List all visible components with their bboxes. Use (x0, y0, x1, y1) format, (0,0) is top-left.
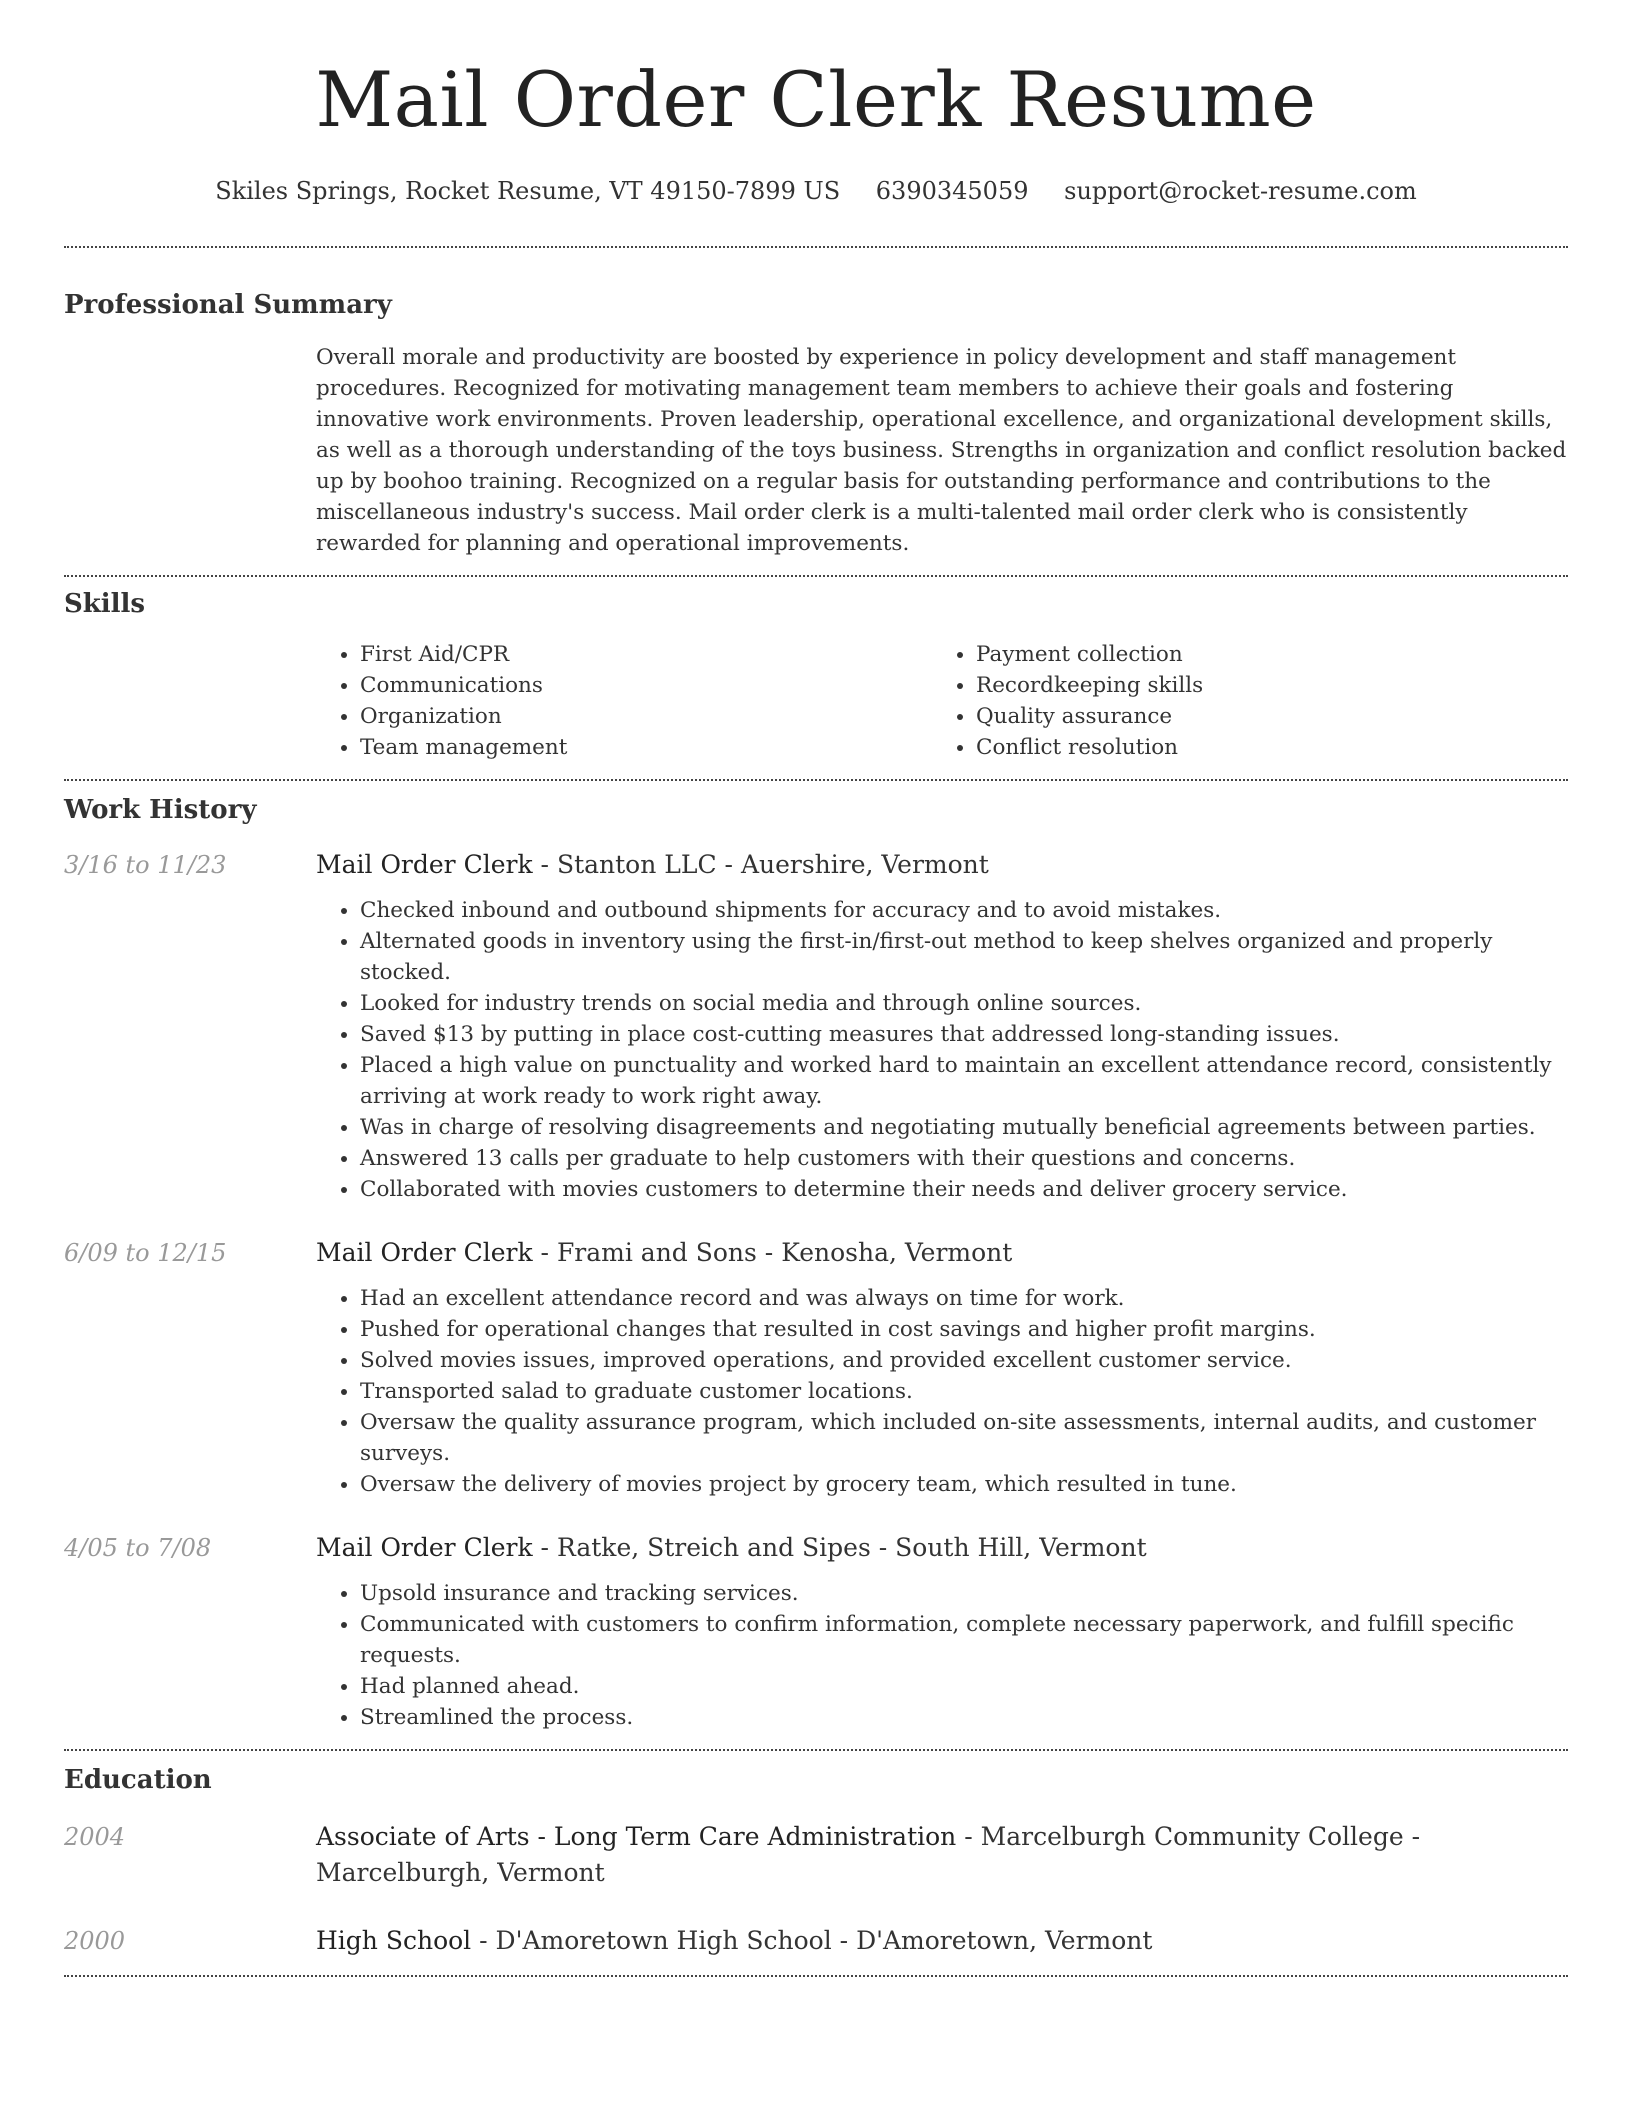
education-school: - D'Amoretown High School - D'Amoretown, Vermont (471, 1926, 1153, 1955)
education-school: - Marcelburgh Community College - Marcelburgh, Vermont (316, 1822, 1421, 1887)
job-dates: 6/09 to 12/15 (64, 1239, 227, 1267)
education-year: 2000 (64, 1927, 126, 1955)
list-item: • Had an excellent attendance record and was always on time for work. (360, 1283, 1568, 1314)
job-bullets (316, 1283, 1568, 1500)
work-history-section (64, 781, 1568, 1733)
education-section (64, 1751, 1568, 1959)
education-heading-line (316, 1819, 1568, 1891)
job-entry (64, 1530, 1568, 1733)
list-item: • Looked for industry trends on social media and through online sources. (360, 988, 1568, 1019)
job-dates: 3/16 to 11/23 (64, 851, 227, 879)
list-item: • Pushed for operational changes that resulted in cost savings and higher profit margins. (360, 1314, 1568, 1345)
job-heading (316, 847, 1568, 883)
skill-item: • Payment collection (976, 639, 1548, 670)
skill-item: • Team management (360, 732, 932, 763)
contact-line (64, 174, 1568, 208)
skill-item: • Organization (360, 701, 932, 732)
job-entry (64, 847, 1568, 1205)
contact-email: support@rocket-resume.com (1064, 177, 1417, 205)
list-item: • Oversaw the delivery of movies project by grocery team, which resulted in tune. (360, 1469, 1568, 1500)
job-dates: 4/05 to 7/08 (64, 1534, 212, 1562)
education-degree: Associate of Arts - Long Term Care Administration (316, 1822, 957, 1851)
list-item: • Checked inbound and outbound shipments for accuracy and to avoid mistakes. (360, 895, 1568, 926)
list-item: • Oversaw the quality assurance program, which included on-site assessments, internal audits, and customer surveys. (360, 1407, 1568, 1469)
skill-item: • Recordkeeping skills (976, 670, 1548, 701)
list-item: • Solved movies issues, improved operations, and provided excellent customer service. (360, 1345, 1568, 1376)
education-entry (64, 1819, 1568, 1891)
contact-phone: 6390345059 (875, 177, 1029, 205)
list-item: • Had planned ahead. (360, 1671, 1568, 1702)
list-item: • Placed a high value on punctuality and worked hard to maintain an excellent attendance record, consistently arriving at work ready to work right away. (360, 1050, 1568, 1112)
list-item: • Saved $13 by putting in place cost-cutting measures that addressed long-standing issues. (360, 1019, 1568, 1050)
job-title: Mail Order Clerk (316, 1238, 533, 1267)
list-item: • Alternated goods in inventory using the first-in/first-out method to keep shelves organized and properly stocked. (360, 926, 1568, 988)
skills-section (64, 577, 1568, 763)
education-entry (64, 1923, 1568, 1959)
contact-address: Skiles Springs, Rocket Resume, VT 49150-7899 US (215, 177, 841, 205)
education-heading: Education (64, 1765, 212, 1795)
job-bullets (316, 1578, 1568, 1733)
job-employer: - Frami and Sons - Kenosha, Vermont (532, 1238, 1013, 1267)
work-history-heading: Work History (64, 795, 257, 825)
job-employer: - Stanton LLC - Auershire, Vermont (532, 850, 989, 879)
skill-item: • First Aid/CPR (360, 639, 932, 670)
job-bullets (316, 895, 1568, 1205)
job-heading (316, 1530, 1568, 1566)
education-heading-line (316, 1923, 1568, 1959)
list-item: • Was in charge of resolving disagreements and negotiating mutually beneficial agreements between parties. (360, 1112, 1568, 1143)
list-item: • Streamlined the process. (360, 1702, 1568, 1733)
job-title: Mail Order Clerk (316, 1533, 533, 1562)
list-item: • Transported salad to graduate customer locations. (360, 1376, 1568, 1407)
list-item: • Upsold insurance and tracking services. (360, 1578, 1568, 1609)
summary-section (64, 248, 1568, 559)
skill-item: • Communications (360, 670, 932, 701)
skills-list-left (316, 639, 932, 763)
list-item: • Answered 13 calls per graduate to help customers with their questions and concerns. (360, 1143, 1568, 1174)
education-degree: High School (316, 1926, 472, 1955)
list-item: • Collaborated with movies customers to determine their needs and deliver grocery service. (360, 1174, 1568, 1205)
summary-text: Overall morale and productivity are boosted by experience in policy development and staff management procedures. Recognized for motivating management team members to achieve their goals and fostering innovative work environments. Proven leadership, operational excellence, and organizational development skills, as well as a thorough understanding of the toys business. Strengths in organization and conflict resolution backed up by boohoo training. Recognized on a regular basis for outstanding performance and contributions to the miscellaneous industry's success. Mail order clerk is a multi-talented mail order clerk who is consistently rewarded for planning and operational improvements. (316, 345, 1567, 556)
page-title: Mail Order Clerk Resume (315, 55, 1317, 144)
skill-item: • Quality assurance (976, 701, 1548, 732)
job-employer: - Ratke, Streich and Sipes - South Hill, Vermont (532, 1533, 1147, 1562)
skill-item: • Conflict resolution (976, 732, 1548, 763)
summary-heading: Professional Summary (64, 290, 392, 320)
skills-list-right (932, 639, 1548, 763)
job-entry (64, 1235, 1568, 1500)
job-heading (316, 1235, 1568, 1271)
education-year: 2004 (64, 1823, 126, 1851)
job-title: Mail Order Clerk (316, 850, 533, 879)
divider (64, 1975, 1568, 1977)
list-item: • Communicated with customers to confirm information, complete necessary paperwork, and fulfill specific requests. (360, 1609, 1568, 1671)
skills-heading: Skills (64, 589, 146, 619)
